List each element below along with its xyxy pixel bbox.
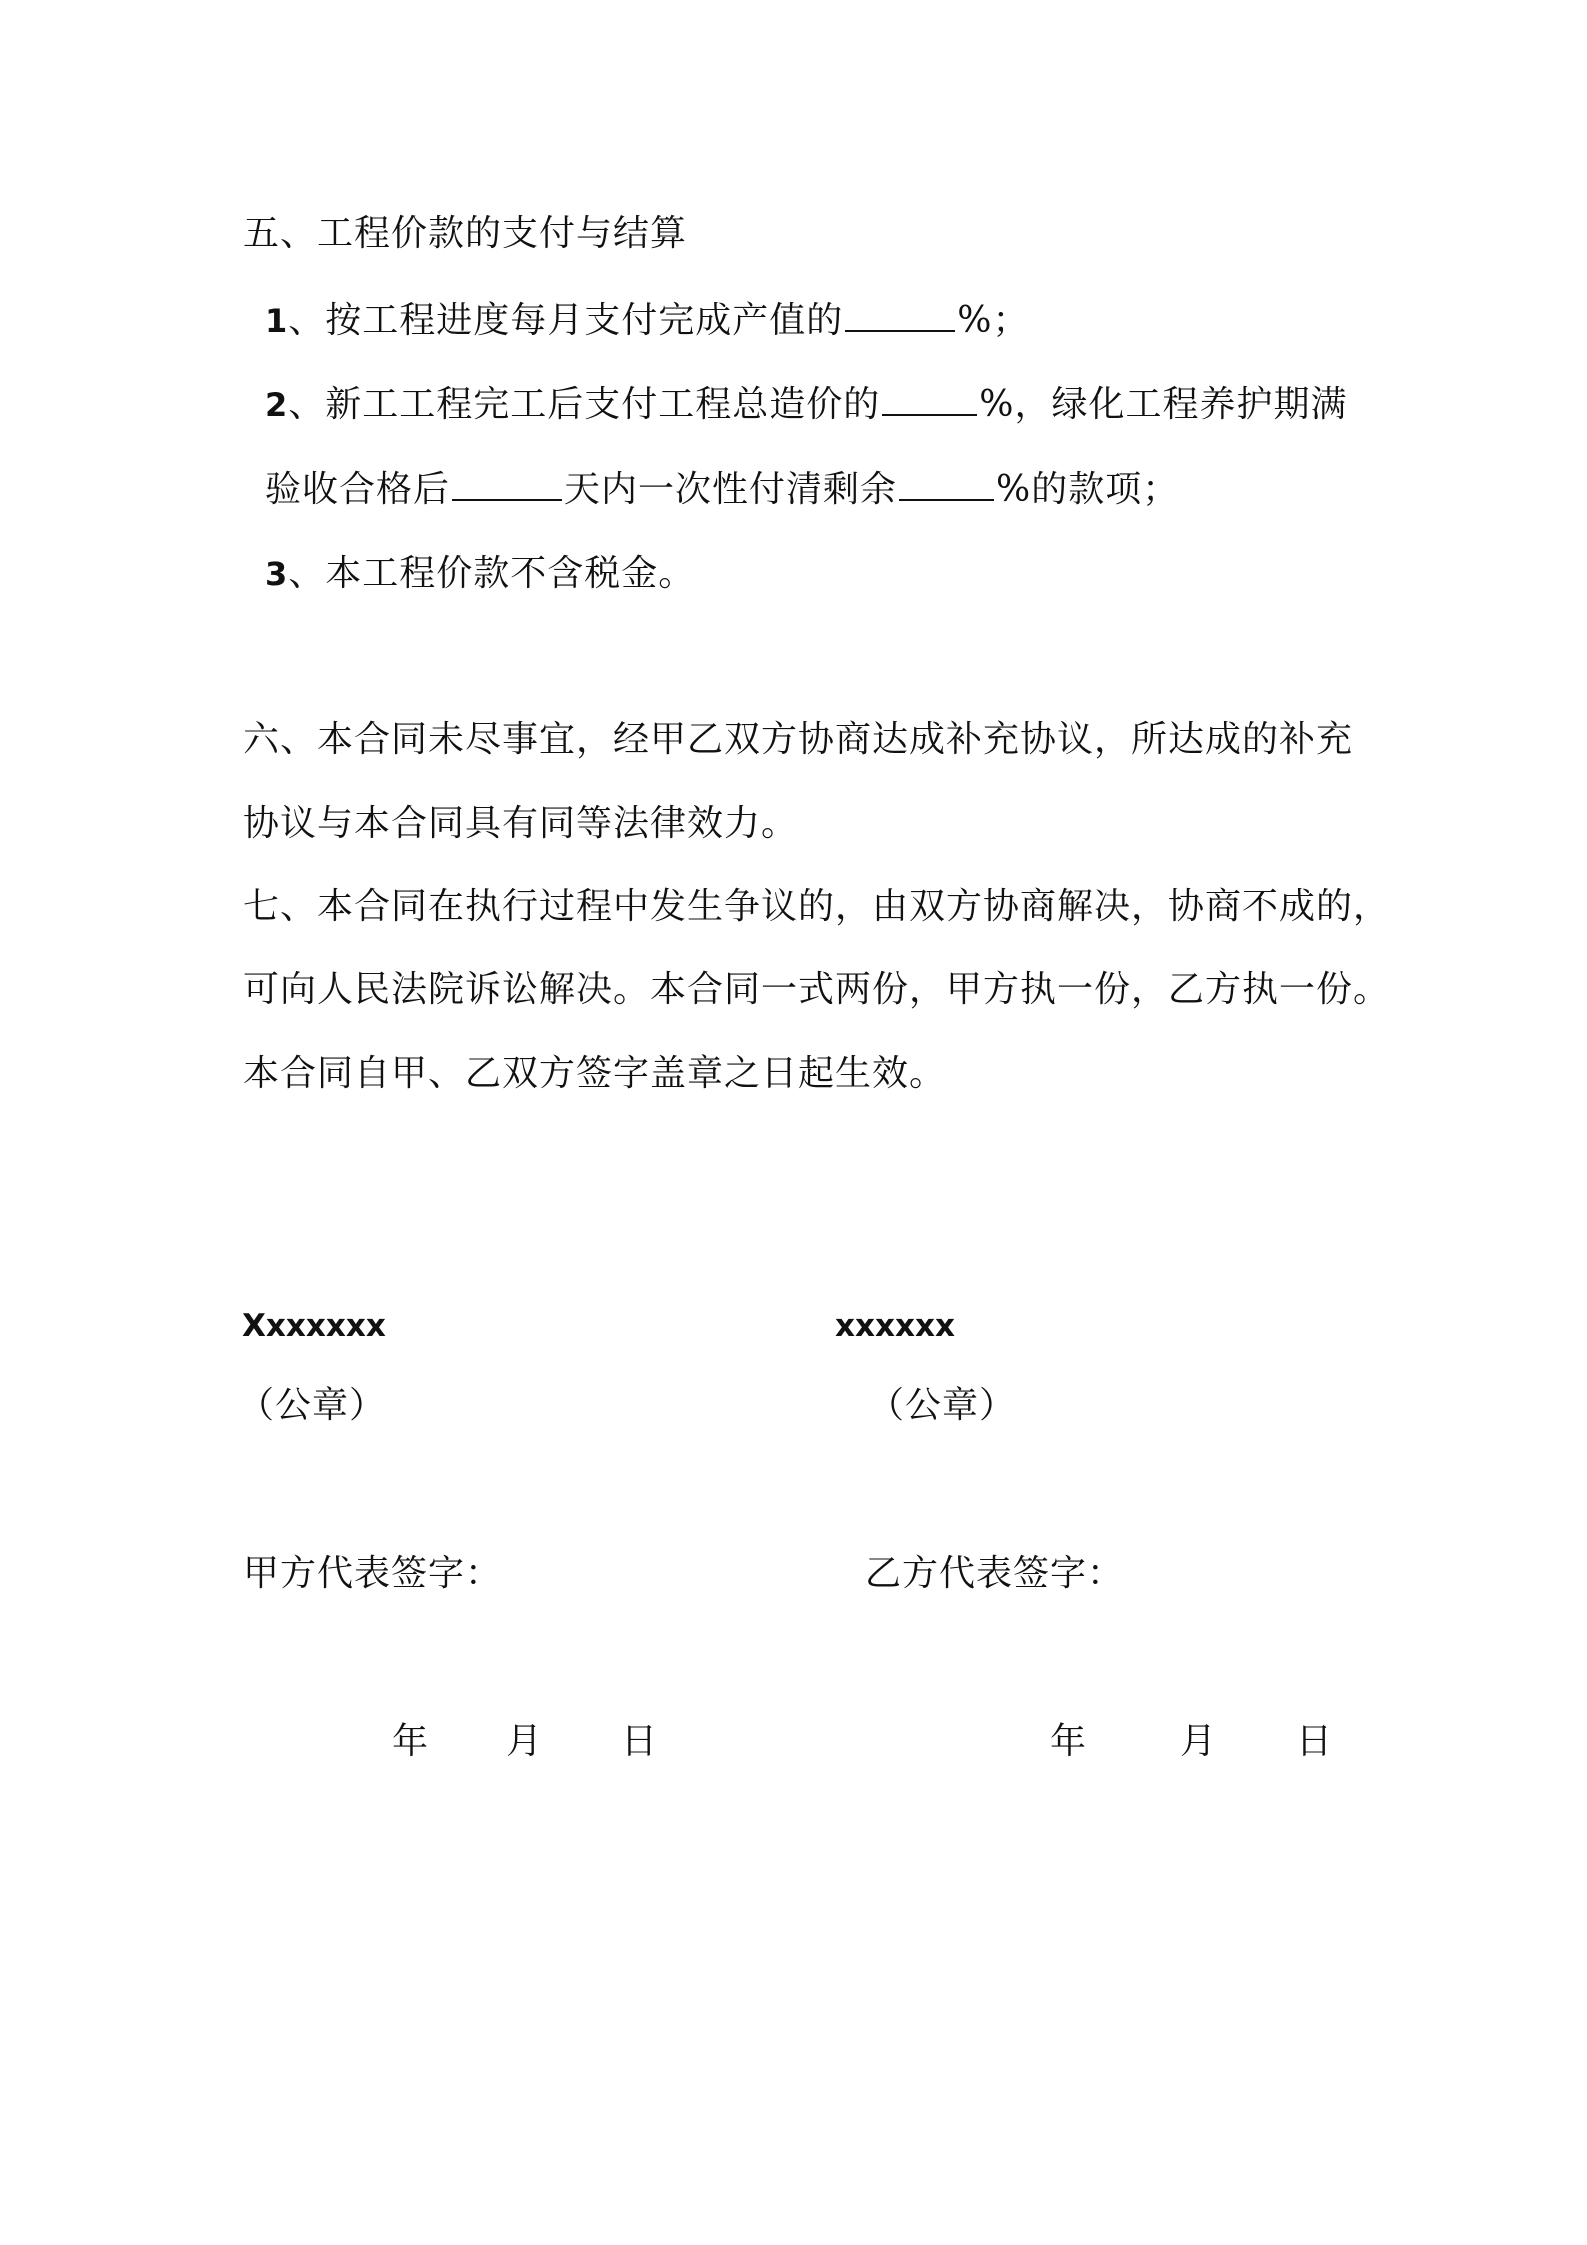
party-a-day: 日 bbox=[621, 1721, 658, 1762]
item1-number: 1 bbox=[265, 302, 289, 340]
party-b-name: xxxxxx bbox=[835, 1308, 955, 1344]
party-b-year: 年 bbox=[1050, 1721, 1087, 1762]
party-b-seal: （公章） bbox=[868, 1385, 1017, 1426]
section5-item1 bbox=[265, 299, 1030, 343]
item2-blank-1 bbox=[882, 384, 977, 416]
section5-heading-text: 五、工程价款的支付与结算 bbox=[243, 213, 688, 254]
section7-line2-text: 可向人民法院诉讼解决。本合同一式两份，甲方执一份，乙方执一份。 bbox=[243, 969, 1391, 1010]
section5-item3 bbox=[265, 552, 695, 596]
item2-line2-middle: 天内一次性付清剩余 bbox=[564, 469, 898, 510]
item2-number: 2 bbox=[265, 386, 289, 424]
party-b-rep-label: 乙方代表签字： bbox=[865, 1553, 1125, 1594]
section5-item2-line1 bbox=[265, 383, 1348, 427]
party-a-name: Xxxxxxx bbox=[242, 1308, 386, 1344]
section5-item2-line2 bbox=[265, 468, 1179, 512]
section7-line2 bbox=[243, 968, 1390, 1012]
party-b-month: 月 bbox=[1180, 1721, 1217, 1762]
party-a-year: 年 bbox=[392, 1721, 429, 1762]
section7-line3 bbox=[243, 1052, 946, 1096]
item2-middle: %，绿化工程养护期满 bbox=[979, 384, 1348, 425]
section6-line1-text: 六、本合同未尽事宜，经甲乙双方协商达成补充协议，所达成的补充 bbox=[243, 719, 1354, 760]
item3-text: 、本工程价款不含税金。 bbox=[288, 553, 696, 594]
item1-blank bbox=[845, 300, 955, 332]
section7-line1 bbox=[243, 885, 1390, 929]
section7-line3-text: 本合同自甲、乙双方签字盖章之日起生效。 bbox=[243, 1053, 947, 1094]
section7-line1-text: 七、本合同在执行过程中发生争议的，由双方协商解决，协商不成的， bbox=[243, 886, 1391, 927]
party-a-rep-label: 甲方代表签字： bbox=[243, 1553, 503, 1594]
item1-prefix: 、按工程进度每月支付完成产值的 bbox=[288, 300, 844, 341]
item2-blank-3 bbox=[899, 469, 994, 501]
party-b-day: 日 bbox=[1296, 1721, 1333, 1762]
party-a-seal: （公章） bbox=[238, 1385, 387, 1426]
section6-line2-text: 协议与本合同具有同等法律效力。 bbox=[243, 803, 799, 844]
item1-suffix: %； bbox=[957, 300, 1030, 341]
party-a-month: 月 bbox=[506, 1721, 543, 1762]
item2-prefix: 、新工工程完工后支付工程总造价的 bbox=[288, 384, 881, 425]
item2-line2-suffix: %的款项； bbox=[996, 469, 1180, 510]
section6-line1 bbox=[243, 718, 1353, 762]
item3-number: 3 bbox=[265, 555, 289, 593]
item2-blank-2 bbox=[452, 469, 562, 501]
section6-line2 bbox=[243, 802, 798, 846]
item2-line2-prefix: 验收合格后 bbox=[265, 469, 451, 510]
section5-heading bbox=[243, 212, 687, 256]
